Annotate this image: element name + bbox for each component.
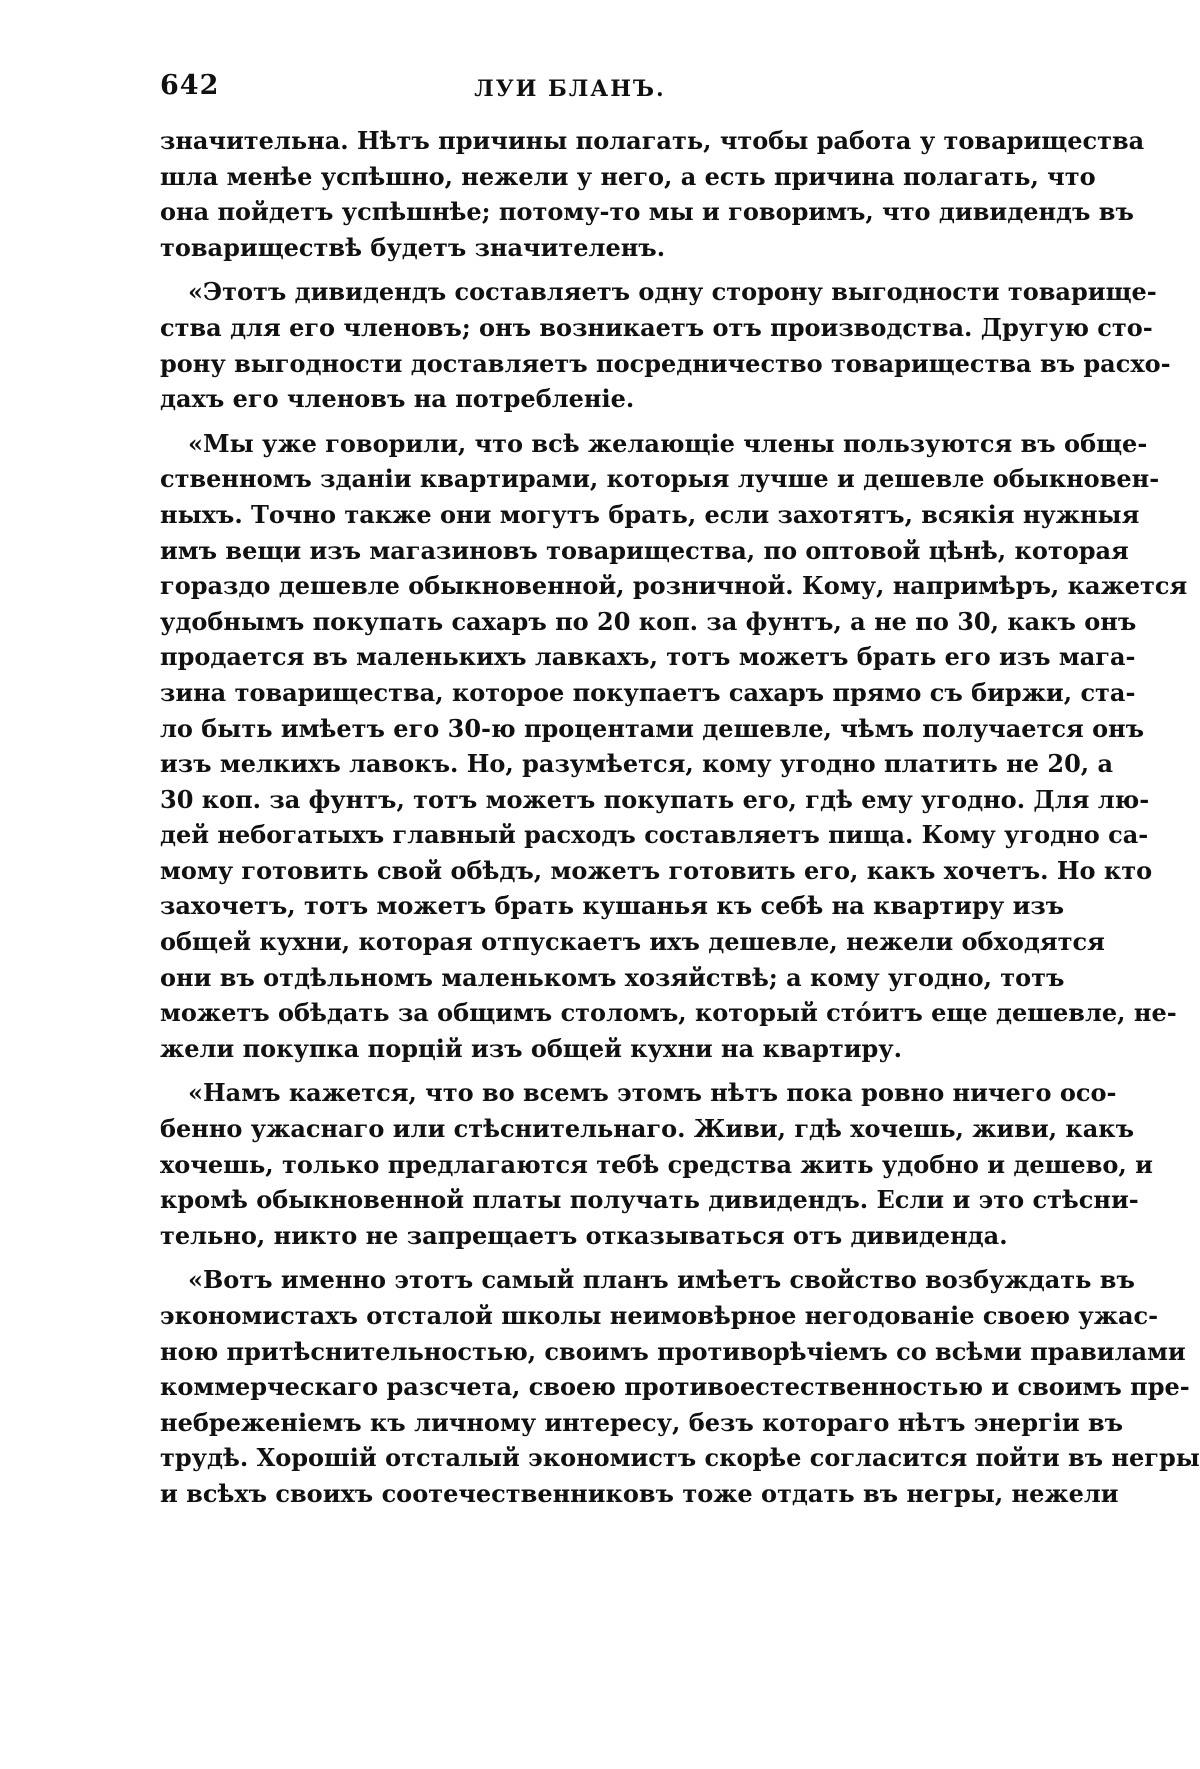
- paragraph-gap: [160, 265, 1006, 274]
- text-line: захочетъ, тотъ можетъ брать кушанья къ себѣ на квартиру изъ: [160, 891, 1065, 921]
- text-line: гораздо дешевле обыкновенной, розничной. Кому, напримѣръ, кажется: [160, 571, 1188, 601]
- text-line: тельно, никто не запрещаетъ отказываться отъ дивиденда.: [160, 1220, 1008, 1250]
- text-line: изъ мелкихъ лавокъ. Но, разумѣется, кому угодно платить не 20, а: [160, 749, 1114, 779]
- text-line: ною притѣснительностью, своимъ противорѣчіемъ со всѣми правилами: [160, 1336, 1186, 1366]
- text-line: имъ вещи изъ магазиновъ товарищества, по оптовой цѣнѣ, которая: [160, 535, 1129, 565]
- text-line: мому готовить свой обѣдъ, можетъ готовить его, какъ хочетъ. Но кто: [160, 855, 1153, 885]
- text-line: трудѣ. Хорошій отсталый экономистъ скорѣе согласится пойти въ негры: [160, 1443, 1200, 1473]
- text-line: и всѣхъ своихъ соотечественниковъ тоже отдать въ негры, нежели: [160, 1478, 1119, 1508]
- text-line: кромѣ обыкновенной платы получать дивидендъ. Если и это стѣсни-: [160, 1185, 1139, 1215]
- text-line: ства для его членовъ; онъ возникаетъ отъ производства. Другую сто-: [160, 312, 1153, 342]
- text-line: шла менѣе успѣшно, нежели у него, а есть причина полагать, что: [160, 161, 1096, 191]
- paragraph: [160, 1262, 1200, 1511]
- text-line: небреженіемъ къ личному интересу, безъ котораго нѣтъ энергіи въ: [160, 1407, 1124, 1437]
- text-line: «Этотъ дивидендъ составляетъ одну сторону выгодности товарище-: [188, 277, 1157, 307]
- page-number: 642: [160, 70, 220, 101]
- body-text: [160, 123, 1200, 1512]
- text-line: дахъ его членовъ на потребленіе.: [160, 384, 635, 414]
- paragraph-gap: [160, 1066, 1006, 1075]
- text-line: она пойдетъ успѣшнѣе; потому-то мы и говоримъ, что дивидендъ въ: [160, 197, 1134, 227]
- paragraph: [160, 123, 1145, 265]
- text-line: рону выгодности доставляетъ посредничество товарищества въ расхо-: [160, 348, 1171, 378]
- running-head-title: ЛУИ БЛАНЪ.: [474, 76, 666, 102]
- text-line: зина товарищества, которое покупаетъ сахаръ прямо съ биржи, ста-: [160, 677, 1136, 707]
- text-line: хочешь, только предлагаются тебѣ средства жить удобно и дешево, и: [160, 1149, 1153, 1179]
- text-line: ло быть имѣетъ его 30-ю процентами дешевле, чѣмъ получается онъ: [160, 713, 1145, 743]
- paragraph: [160, 1075, 1153, 1253]
- text-line: жели покупка порцій изъ общей кухни на квартиру.: [160, 1033, 903, 1063]
- text-line: значительна. Нѣтъ причины полагать, чтобы работа у товарищества: [160, 126, 1145, 155]
- text-line: товариществѣ будетъ значителенъ.: [160, 232, 666, 262]
- text-line: «Намъ кажется, что во всемъ этомъ нѣтъ пока ровно ничего осо-: [188, 1078, 1117, 1108]
- paragraph-gap: [160, 1253, 1006, 1262]
- text-line: «Мы уже говорили, что всѣ желающіе члены пользуются въ обще-: [188, 428, 1148, 458]
- paragraph-gap: [160, 417, 1006, 426]
- text-line: общей кухни, которая отпускаетъ ихъ дешевле, нежели обходятся: [160, 927, 1105, 957]
- paragraph: [160, 426, 1188, 1067]
- text-line: можетъ обѣдать за общимъ столомъ, который стóитъ еще дешевле, не-: [160, 998, 1177, 1028]
- text-line: продается въ маленькихъ лавкахъ, тотъ можетъ брать его изъ мага-: [160, 642, 1136, 672]
- text-line: удобнымъ покупать сахаръ по 20 коп. за фунтъ, а не по 30, какъ онъ: [160, 606, 1137, 636]
- text-line: дей небогатыхъ главный расходъ составляетъ пища. Кому угодно са-: [160, 820, 1149, 850]
- paragraph: [160, 274, 1171, 416]
- text-line: ственномъ зданіи квартирами, которыя лучше и дешевле обыкновен-: [160, 464, 1160, 494]
- text-line: «Вотъ именно этотъ самый планъ имѣетъ свойство возбуждать въ: [188, 1265, 1135, 1295]
- text-line: они въ отдѣльномъ маленькомъ хозяйствѣ; а кому угодно, тотъ: [160, 962, 1065, 992]
- text-line: 30 коп. за фунтъ, тотъ можетъ покупать его, гдѣ ему угодно. Для лю-: [160, 784, 1150, 814]
- text-line: ныхъ. Точно также они могутъ брать, если захотятъ, всякія нужныя: [160, 499, 1140, 529]
- text-line: бенно ужаснаго или стѣснительнаго. Живи, гдѣ хочешь, живи, какъ: [160, 1114, 1135, 1144]
- text-line: коммерческаго разсчета, своею противоестественностью и своимъ пре-: [160, 1372, 1190, 1402]
- text-line: экономистахъ отсталой школы неимовѣрное негодованіе своею ужас-: [160, 1301, 1159, 1330]
